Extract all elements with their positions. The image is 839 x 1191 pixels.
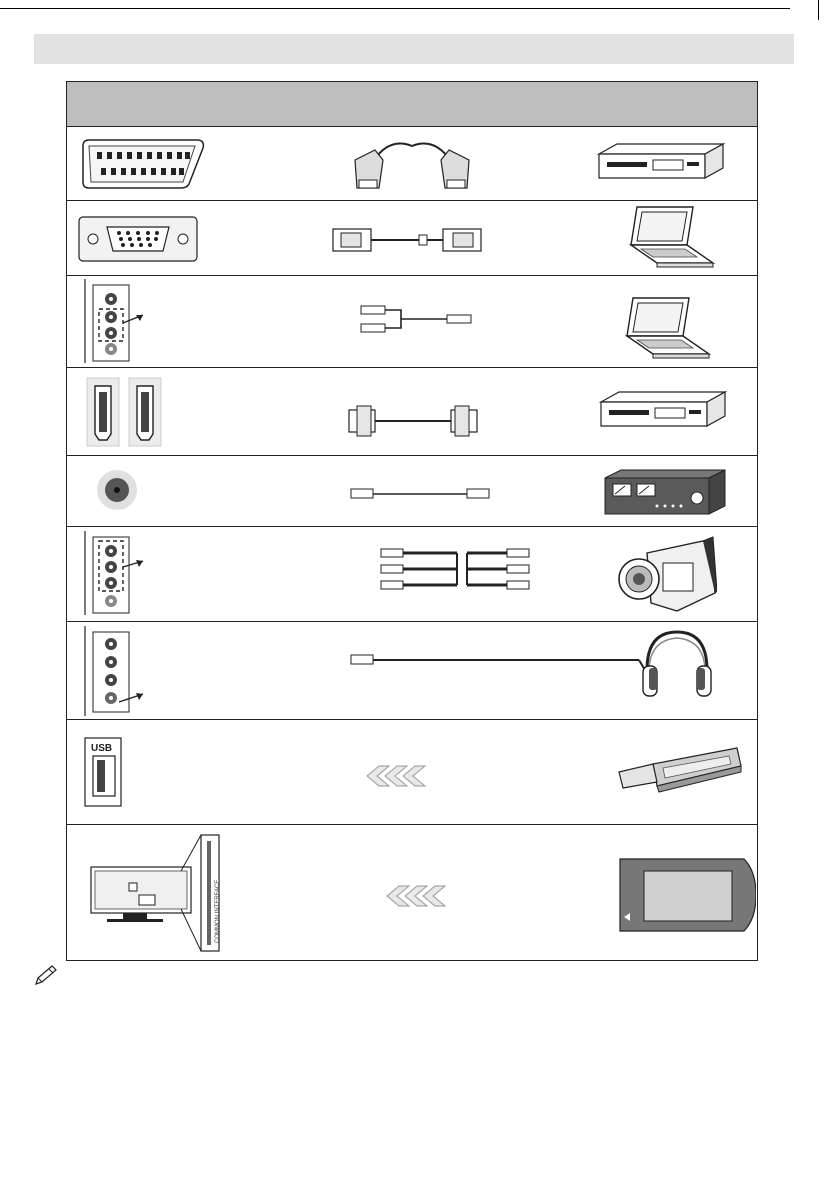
connection-row-headphone xyxy=(67,622,757,720)
dvd-recorder-icon xyxy=(587,368,757,455)
y-audio-cable-icon xyxy=(347,276,487,367)
usb-stick-icon xyxy=(607,720,757,824)
side-av-panel-icon xyxy=(67,276,297,367)
vga-port-icon xyxy=(67,201,297,275)
insert-arrows-icon xyxy=(347,720,487,824)
side-av-panel-icon xyxy=(67,527,297,621)
camcorder-icon xyxy=(607,527,757,621)
scart-connector-icon xyxy=(67,126,297,200)
coaxial-cable-icon xyxy=(347,456,497,526)
usb-port-icon xyxy=(67,720,297,824)
connection-row-hdmi xyxy=(67,368,757,456)
hdmi-ports-icon xyxy=(67,368,297,455)
headphone-cable-icon xyxy=(347,622,647,719)
section-title-bar xyxy=(34,34,794,64)
crop-mark-right xyxy=(818,0,819,20)
connections-table-header xyxy=(67,82,757,127)
ci-slot-label: COMMON INTERFACE xyxy=(215,879,221,943)
side-av-panel-icon xyxy=(67,622,297,719)
connection-row-vga xyxy=(67,201,757,276)
ci-module-card-icon xyxy=(612,825,757,961)
connection-row-av xyxy=(67,527,757,622)
coaxial-output-icon xyxy=(67,456,297,526)
scart-cable-icon xyxy=(337,126,487,200)
connection-row-spdif xyxy=(67,456,757,527)
pencil-note-icon xyxy=(34,964,60,991)
insert-arrows-icon xyxy=(367,825,507,961)
usb-port-label: USB xyxy=(91,743,113,754)
headphones-icon xyxy=(627,622,757,719)
amplifier-icon xyxy=(587,456,757,526)
laptop-icon xyxy=(587,201,757,275)
tv-rear-ci-slot-icon xyxy=(67,825,307,961)
laptop-icon xyxy=(587,276,757,367)
connection-row-scart xyxy=(67,126,757,201)
connections-table xyxy=(66,81,758,961)
rca-av-cable-icon xyxy=(377,527,547,621)
dvd-recorder-icon xyxy=(587,126,757,200)
connection-row-ci xyxy=(67,825,757,961)
crop-mark-top xyxy=(0,8,790,9)
connection-row-usb xyxy=(67,720,757,825)
vga-cable-icon xyxy=(327,201,487,275)
connection-row-pc-audio xyxy=(67,276,757,368)
hdmi-cable-icon xyxy=(337,368,487,455)
